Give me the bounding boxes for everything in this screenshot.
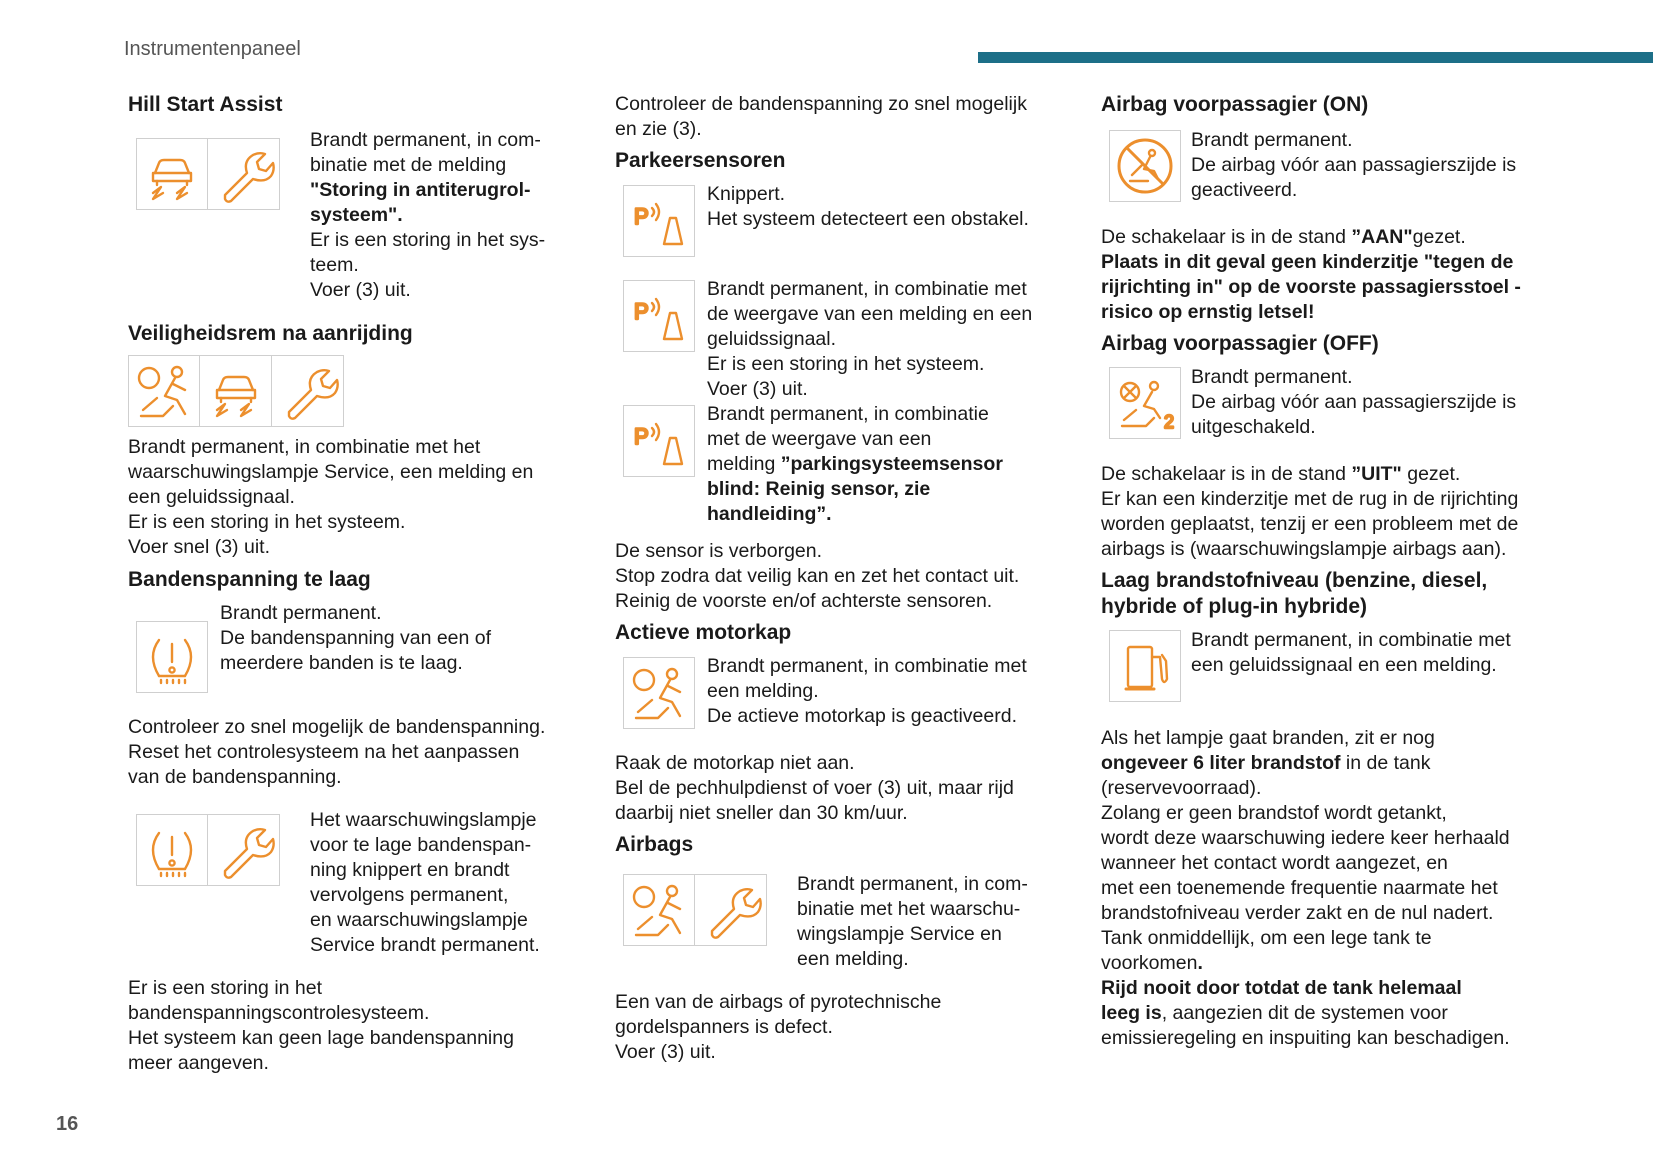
paragraph-airbag-on xyxy=(1101,225,1561,325)
text-fragment: De schakelaar is in de stand xyxy=(1101,463,1352,485)
text-line: emissieregeling en inspuiting kan beschadigen. xyxy=(1101,1027,1510,1049)
text-line: airbags is (waarschuwingslampje airbags aan). xyxy=(1101,538,1507,560)
paragraph-airbag-off xyxy=(1101,462,1561,562)
column-middle xyxy=(615,92,1060,1065)
paragraph-sensor-verborgen xyxy=(615,539,1060,614)
text-line: en zie (3). xyxy=(615,118,702,140)
text-line: Voer snel (3) uit. xyxy=(128,536,270,558)
wrench-icon xyxy=(208,138,280,210)
paragraph-veiligheidsrem xyxy=(128,435,588,560)
text-line: handleiding”. xyxy=(707,503,832,525)
page-number: 16 xyxy=(56,1113,79,1135)
text-fragment-bold: ongeveer 6 liter brandstof xyxy=(1101,752,1341,774)
text-line: Reinig de voorste en/of achterste sensoren. xyxy=(615,590,993,612)
paragraph-fuel xyxy=(1101,726,1561,1051)
warning-bandenspanning xyxy=(128,601,588,693)
person-seat-icon xyxy=(623,874,695,946)
tyre-pressure-icon xyxy=(136,814,208,886)
text-fragment: melding xyxy=(707,453,781,475)
text-fragment-bold: ”AAN" xyxy=(1351,226,1413,248)
heading-airbag-off: Airbag voorpassagier (OFF) xyxy=(1101,332,1379,355)
text-line xyxy=(1101,951,1561,976)
text-line: Controleer zo snel mogelijk de bandenspanning. xyxy=(128,716,546,738)
text-line: Er is een storing in het sys- xyxy=(310,229,546,251)
person-seat-icon xyxy=(128,355,200,427)
text-line: een geluidssignaal en een melding. xyxy=(1191,654,1497,676)
text-line: rijrichting in" op de voorste passagiersstoel - xyxy=(1101,276,1521,298)
text-line: De bandenspanning van een of xyxy=(220,627,492,649)
heading-hill-start-assist: Hill Start Assist xyxy=(128,93,283,116)
wrench-icon xyxy=(695,874,767,946)
text-line: Tank onmiddellijk, om een lege tank te xyxy=(1101,927,1432,949)
text-line: daarbij niet sneller dan 30 km/uur. xyxy=(615,802,908,824)
car-skid-icon xyxy=(200,355,272,427)
text-line: Brandt permanent, in combinatie xyxy=(707,403,989,425)
text-line: vervolgens permanent, xyxy=(310,884,509,906)
text-line: Brandt permanent. xyxy=(1191,129,1353,151)
text-line: Er is een storing in het xyxy=(128,977,323,999)
text-line: worden geplaatst, tenzij er een probleem met de xyxy=(1101,513,1519,535)
paragraph-airbags xyxy=(615,990,1060,1065)
text-line: Brandt permanent, in combinatie met xyxy=(707,278,1027,300)
text-line: Stop zodra dat veilig kan en zet het contact uit. xyxy=(615,565,1020,587)
text-line: Bel de pechhulpdienst of voer (3) uit, maar rijd xyxy=(615,777,1014,799)
text-line: De sensor is verborgen. xyxy=(615,540,823,562)
parking-sensor-icon xyxy=(623,185,695,257)
text-line: Een van de airbags of pyrotechnische xyxy=(615,991,942,1013)
text-line: Het waarschuwingslampje xyxy=(310,809,537,831)
heading-airbag-on: Airbag voorpassagier (ON) xyxy=(1101,93,1369,116)
text-line: Het systeem kan geen lage bandenspanning xyxy=(128,1027,514,1049)
text-line: wordt deze waarschuwing iedere keer herhaald xyxy=(1101,827,1510,849)
paragraph-intro xyxy=(615,92,1060,142)
fuel-pump-icon xyxy=(1109,630,1181,702)
text-line: een melding. xyxy=(707,680,819,702)
text-line: wanneer het contact wordt aangezet, en xyxy=(1101,852,1448,874)
text-line: waarschuwingslampje Service, een melding en xyxy=(128,461,534,483)
warning-airbags xyxy=(615,872,1060,972)
text-line: systeem". xyxy=(310,204,403,226)
text-line: teem. xyxy=(310,254,359,276)
text-line: De airbag vóór aan passagierszijde is xyxy=(1191,391,1517,413)
text-line: Zolang er geen brandstof wordt getankt, xyxy=(1101,802,1447,824)
text-fragment-bold: . xyxy=(1197,952,1203,974)
text-line: en waarschuwingslampje xyxy=(310,909,528,931)
text-line: uitgeschakeld. xyxy=(1191,416,1316,438)
text-line: een melding. xyxy=(797,948,909,970)
warning-airbag-on xyxy=(1101,128,1561,203)
text-line: Er is een storing in het systeem. xyxy=(707,353,985,375)
text-line: meerdere banden is te laag. xyxy=(220,652,463,674)
text-line xyxy=(1101,225,1561,250)
text-line: hybride of plug-in hybride) xyxy=(1101,595,1367,618)
text-line: geluidssignaal. xyxy=(707,328,837,350)
warning-motorkap xyxy=(615,654,1060,729)
warning-bandenspanning-storing xyxy=(128,808,588,958)
wrench-icon xyxy=(208,814,280,886)
heading-veiligheidsrem: Veiligheidsrem na aanrijding xyxy=(128,322,413,345)
text-line xyxy=(1101,462,1561,487)
text-line: Brandt permanent. xyxy=(1191,366,1353,388)
text-line: wingslampje Service en xyxy=(797,923,1002,945)
warning-park-3 xyxy=(615,402,1060,527)
person-seat-icon xyxy=(623,657,695,729)
text-line: Reset het controlesysteem na het aanpassen xyxy=(128,741,520,763)
paragraph-bandenspanning xyxy=(128,715,588,790)
heading-parkeersensoren: Parkeersensoren xyxy=(615,149,786,172)
text-fragment: in de tank xyxy=(1340,752,1431,774)
text-line: De airbag vóór aan passagierszijde is xyxy=(1191,154,1517,176)
text-line: Raak de motorkap niet aan. xyxy=(615,752,855,774)
header-accent-bar xyxy=(978,52,1653,63)
text-line: met de weergave van een xyxy=(707,428,932,450)
text-line: Voer (3) uit. xyxy=(615,1041,716,1063)
text-fragment: gezet. xyxy=(1412,226,1466,248)
text-line: binatie met het waarschu- xyxy=(797,898,1021,920)
warning-park-1 xyxy=(615,182,1060,257)
heading-airbags: Airbags xyxy=(615,833,694,856)
text-line: Er is een storing in het systeem. xyxy=(128,511,406,533)
text-line: van de bandenspanning. xyxy=(128,766,342,788)
warning-fuel xyxy=(1101,628,1561,702)
text-line: een geluidssignaal. xyxy=(128,486,295,508)
airbag-off-icon xyxy=(1109,367,1181,439)
icon-group-veiligheidsrem xyxy=(128,355,588,427)
text-line: bandenspanningscontrolesysteem. xyxy=(128,1002,430,1024)
text-line: brandstofniveau verder zakt en de nul nadert. xyxy=(1101,902,1494,924)
text-fragment: gezet. xyxy=(1401,463,1461,485)
paragraph-storing-bandenspanning xyxy=(128,976,588,1076)
parking-sensor-icon xyxy=(623,405,695,477)
text-line: met een toenemende frequentie naarmate het xyxy=(1101,877,1498,899)
heading-actieve-motorkap: Actieve motorkap xyxy=(615,621,792,644)
warning-hill-start xyxy=(128,128,588,303)
text-line: Laag brandstofniveau (benzine, diesel, xyxy=(1101,569,1488,592)
text-line: Voer (3) uit. xyxy=(310,279,411,301)
text-line: Brandt permanent, in combinatie met het xyxy=(128,436,481,458)
text-line: De actieve motorkap is geactiveerd. xyxy=(707,705,1017,727)
text-fragment: voorkomen xyxy=(1101,952,1198,974)
text-line: Rijd nooit door totdat de tank helemaal xyxy=(1101,977,1462,999)
heading-laag-brandstofniveau xyxy=(1101,568,1561,620)
text-line: de weergave van een melding en een xyxy=(707,303,1033,325)
text-line: meer aangeven. xyxy=(128,1052,269,1074)
text-line: Plaats in dit geval geen kinderzitje "tegen de xyxy=(1101,251,1514,273)
section-title: Instrumentenpaneel xyxy=(124,38,301,60)
paragraph-motorkap xyxy=(615,751,1060,826)
text-line: "Storing in antiterugrol- xyxy=(310,179,531,201)
text-line: Voer (3) uit. xyxy=(707,378,808,400)
heading-bandenspanning: Bandenspanning te laag xyxy=(128,568,371,591)
text-line: geactiveerd. xyxy=(1191,179,1298,201)
text-fragment-bold: ”UIT" xyxy=(1351,463,1402,485)
text-line: Brandt permanent, in com- xyxy=(310,129,541,151)
text-line xyxy=(707,452,1060,477)
text-line xyxy=(1101,1001,1561,1026)
text-line: Als het lampje gaat branden, zit er nog xyxy=(1101,727,1435,749)
text-line: Brandt permanent. xyxy=(220,602,382,624)
wrench-icon xyxy=(272,355,344,427)
text-line: Brandt permanent, in combinatie met xyxy=(1191,629,1511,651)
text-line: Er kan een kinderzitje met de rug in de rijrichting xyxy=(1101,488,1519,510)
text-line: risico op ernstig letsel! xyxy=(1101,301,1315,323)
text-fragment-bold: ”parkingsysteemsensor xyxy=(780,453,1003,475)
text-line: Knippert. xyxy=(707,183,786,205)
tyre-pressure-icon xyxy=(136,621,208,693)
text-line: gordelspanners is defect. xyxy=(615,1016,833,1038)
text-fragment: De schakelaar is in de stand xyxy=(1101,226,1352,248)
text-line: Brandt permanent, in combinatie met xyxy=(707,655,1027,677)
text-fragment-bold: leeg is xyxy=(1101,1002,1162,1024)
text-line: Het systeem detecteert een obstakel. xyxy=(707,208,1029,230)
warning-airbag-off xyxy=(1101,365,1561,440)
text-line: Controleer de bandenspanning zo snel mogelijk xyxy=(615,93,1027,115)
text-line: (reservevoorraad). xyxy=(1101,777,1262,799)
car-skid-icon xyxy=(136,138,208,210)
parking-sensor-icon xyxy=(623,280,695,352)
text-line: voor te lage bandenspan- xyxy=(310,834,532,856)
text-line: ning knippert en brandt xyxy=(310,859,510,881)
airbag-on-icon xyxy=(1109,130,1181,202)
text-line xyxy=(1101,751,1561,776)
text-line: blind: Reinig sensor, zie xyxy=(707,478,931,500)
text-line: Brandt permanent, in com- xyxy=(797,873,1028,895)
column-right xyxy=(1101,92,1561,1051)
text-line: binatie met de melding xyxy=(310,154,507,176)
column-left xyxy=(128,92,588,1076)
text-line: Service brandt permanent. xyxy=(310,934,540,956)
warning-park-2 xyxy=(615,277,1060,402)
text-fragment: , aangezien dit de systemen voor xyxy=(1161,1002,1448,1024)
